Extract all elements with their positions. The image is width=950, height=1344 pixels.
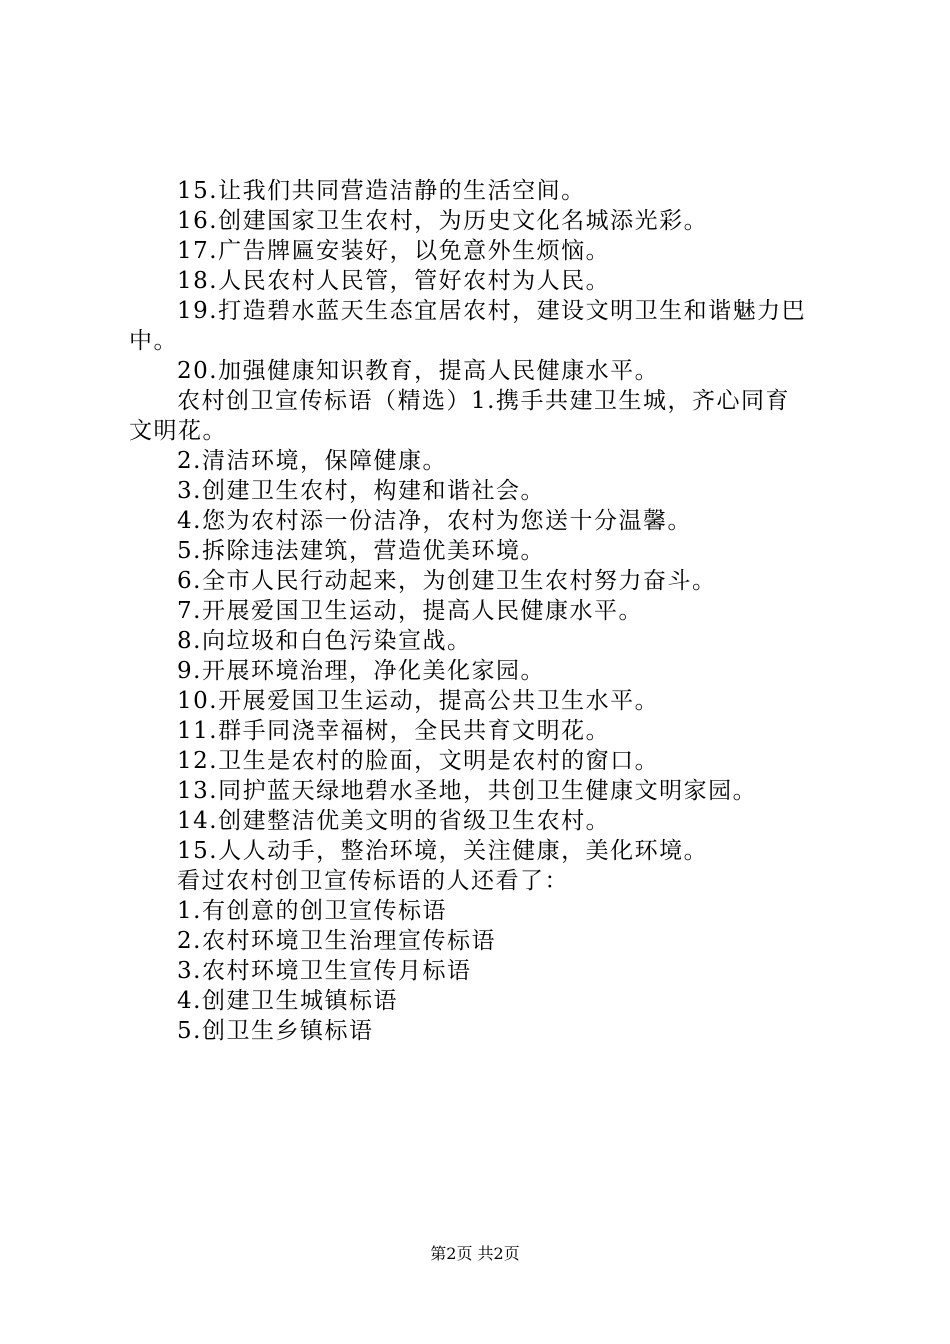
text-line: 7.开展爱国卫生运动，提高人民健康水平。	[177, 598, 643, 624]
page-number-footer: 第2页 共2页	[430, 1244, 520, 1263]
text-line: 19.打造碧水蓝天生态宜居农村，建设文明卫生和谐魅力巴	[177, 298, 807, 324]
text-line: 5.拆除违法建筑，营造优美环境。	[177, 538, 545, 564]
text-line: 4.您为农村添一份洁净，农村为您送十分温馨。	[177, 508, 692, 534]
document-body	[129, 176, 834, 1046]
text-line: 9.开展环境治理，净化美化家园。	[177, 658, 545, 684]
text-line: 17.广告牌匾安装好，以免意外生烦恼。	[177, 238, 611, 264]
text-line: 12.卫生是农村的脸面，文明是农村的窗口。	[177, 748, 660, 774]
related-link[interactable]: 3.农村环境卫生宣传月标语	[177, 958, 472, 984]
text-line: 14.创建整洁优美文明的省级卫生农村。	[177, 808, 611, 834]
text-line: 15.人人动手，整治环境，关注健康，美化环境。	[177, 838, 709, 864]
section-heading-line: 农村创卫宣传标语（精选）1.携手共建卫生城，齐心同育	[177, 388, 790, 414]
related-link[interactable]: 1.有创意的创卫宣传标语	[177, 898, 447, 924]
text-line: 11.群手同浇幸福树，全民共育文明花。	[177, 718, 611, 744]
related-link[interactable]: 5.创卫生乡镇标语	[177, 1018, 374, 1044]
text-line: 10.开展爱国卫生运动，提高公共卫生水平。	[177, 688, 660, 714]
related-link[interactable]: 4.创建卫生城镇标语	[177, 988, 398, 1014]
text-line: 中。	[129, 328, 178, 354]
related-link[interactable]: 2.农村环境卫生治理宣传标语	[177, 928, 496, 954]
related-heading: 看过农村创卫宣传标语的人还看了：	[177, 868, 569, 894]
text-line: 20.加强健康知识教育，提高人民健康水平。	[177, 358, 660, 384]
text-line: 2.清洁环境，保障健康。	[177, 448, 447, 474]
text-line: 18.人民农村人民管，管好农村为人民。	[177, 268, 611, 294]
text-line: 13.同护蓝天绿地碧水圣地，共创卫生健康文明家园。	[177, 778, 758, 804]
text-line: 文明花。	[129, 418, 227, 444]
text-line: 3.创建卫生农村，构建和谐社会。	[177, 478, 545, 504]
text-line: 8.向垃圾和白色污染宣战。	[177, 628, 472, 654]
text-line: 16.创建国家卫生农村，为历史文化名城添光彩。	[177, 208, 709, 234]
text-line: 6.全市人民行动起来，为创建卫生农村努力奋斗。	[177, 568, 717, 594]
text-line: 15.让我们共同营造洁静的生活空间。	[177, 178, 586, 204]
